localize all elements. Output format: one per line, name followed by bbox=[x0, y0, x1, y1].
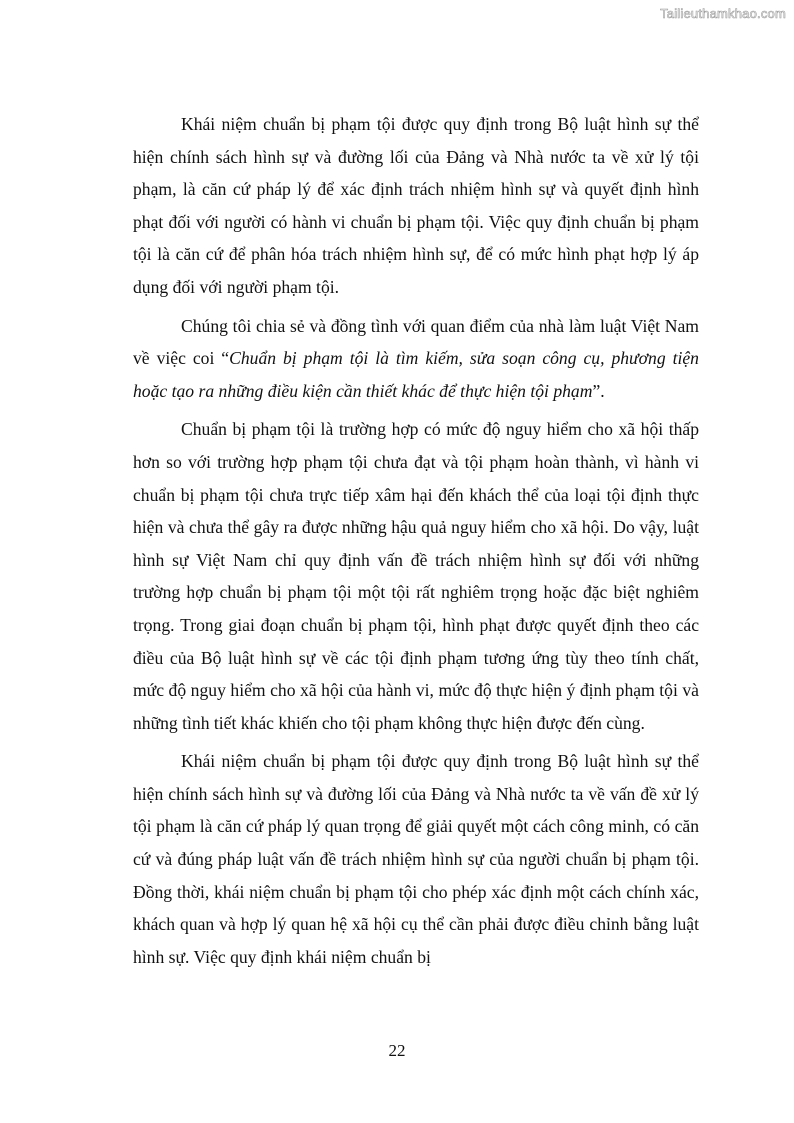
paragraph-2-lead: Chúng tôi chia sẻ và đồng tình với quan điểm của nhà làm luật Việt Nam về việc coi “ bbox=[133, 315, 699, 369]
watermark-text: Tailieuthamkhao.com bbox=[660, 6, 786, 21]
page-number: 22 bbox=[388, 1041, 406, 1060]
paragraph-2 bbox=[133, 310, 699, 408]
paragraph-1: Khái niệm chuẩn bị phạm tội được quy định trong Bộ luật hình sự thể hiện chính sách hình sự và đường lối của Đảng và Nhà nước ta về xử lý tội phạm, là căn cứ pháp lý để xác định trách nhiệm hình sự và quyết định hình phạt đối với người có hành vi chuẩn bị phạm tội. Việc quy định chuẩn bị phạm tội là căn cứ để phân hóa trách nhiệm hình sự, để có mức hình phạt hợp lý áp dụng đối với người phạm tội. bbox=[133, 114, 699, 297]
paragraph-2-tail: ”. bbox=[592, 380, 605, 401]
document-body bbox=[133, 108, 699, 979]
paragraph-3: Chuẩn bị phạm tội là trường hợp có mức độ nguy hiểm cho xã hội thấp hơn so với trường hợp phạm tội chưa đạt và tội phạm hoàn thành, vì hành vi chuẩn bị phạm tội chưa trực tiếp xâm hại đến khách thể của loại tội định thực hiện và chưa thể gây ra được những hậu quả nguy hiểm cho xã hội. Do vậy, luật hình sự Việt Nam chỉ quy định vấn đề trách nhiệm hình sự đối với những trường hợp chuẩn bị phạm tội một tội rất nghiêm trọng hoặc đặc biệt nghiêm trọng. Trong giai đoạn chuẩn bị phạm tội, hình phạt được quyết định theo các điều của Bộ luật hình sự về các tội định phạm tương ứng tùy theo tính chất, mức độ nguy hiểm cho xã hội của hành vi, mức độ thực hiện ý định phạm tội và những tình tiết khác khiến cho tội phạm không thực hiện được đến cùng. bbox=[133, 419, 699, 733]
quoted-definition: Chuẩn bị phạm tội là tìm kiếm, sửa soạn công cụ, phương tiện hoặc tạo ra những điều kiện cần thiết khác để thực hiện tội phạm bbox=[133, 348, 699, 401]
paragraph-4: Khái niệm chuẩn bị phạm tội được quy định trong Bộ luật hình sự thể hiện chính sách hình sự và đường lối của Đảng và Nhà nước ta về vấn đề xử lý tội phạm là căn cứ pháp lý quan trọng để giải quyết một cách công minh, có căn cứ và đúng pháp luật vấn đề trách nhiệm hình sự của người chuẩn bị phạm tội. Đồng thời, khái niệm chuẩn bị phạm tội cho phép xác định một cách chính xác, khách quan và hợp lý quan hệ xã hội cụ thể cần phải được điều chỉnh bằng luật hình sự. Việc quy định khái niệm chuẩn bị bbox=[133, 751, 699, 967]
